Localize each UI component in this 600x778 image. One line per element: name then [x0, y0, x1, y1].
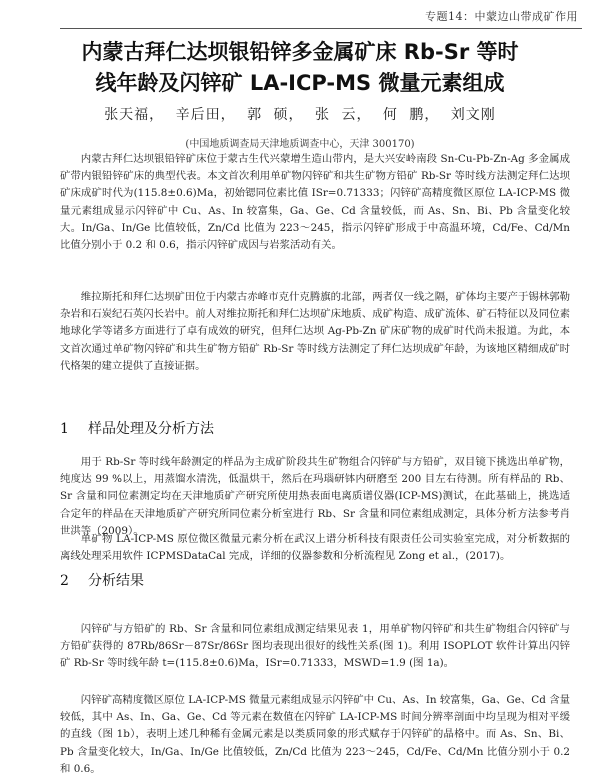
paper-title-line-2: 线年龄及闪锌矿 LA-ICP-MS 微量元素组成: [95, 71, 505, 95]
methods-paragraph-2: 单矿物 LA-ICP-MS 原位微区微量元素分析在武汉上谱分析科技有限责任公司实验室完成，对分析数据的离线处理采用软件 ICPMSDataCal 完成，详细的仪器参数和分析流程见 Zong et al.，(2017)。: [60, 533, 570, 563]
section-title: 分析结果: [88, 573, 144, 589]
paper-title-line-1: 内蒙古拜仁达坝银铅锌多金属矿床 Rb-Sr 等时: [81, 40, 519, 64]
abstract-paragraph: 内蒙古拜仁达坝银铅锌矿床位于蒙古生代兴蒙增生造山带内，是大兴安岭南段 Sn-Cu-Pb-Zn-Ag 多金属成矿带内银铅锌矿床的典型代表。本文首次利用单矿物闪锌矿和共生矿物方铅矿 Rb-Sr 等时线方法测定拜仁达坝矿床成矿时代为(115.8±0.6)Ma，初始锶同位素比值 ISr=0.71333；闪锌矿高精度微区原位 LA-ICP-MS 微量元素组成显示闪锌矿中 Cu、As、In 较富集，Ga、Ge、Cd 含量较低，而 As、Sn、Bi、Pb 含量变化较大。In/Ga、In/Ge 比值较低，Zn/Cd 比值为 223～245，指示闪锌矿形成于中高温环境，Cd/Fe、Cd/Mn 比值分别小于 0.2 和 0.6，指示闪锌矿成因与岩浆活动有关。: [60, 153, 570, 252]
section-title: 样品处理及分析方法: [88, 421, 214, 437]
section-heading-2: [60, 570, 144, 590]
intro-paragraph: 维拉斯托和拜仁达坝矿田位于内蒙古赤峰市克什克腾旗的北部，两者仅一线之隔，矿体均主要产于锡林郭勒杂岩和石炭纪石英闪长岩中。前人对维拉斯托和拜仁达坝矿床地质、成矿构造、成矿流体、矿石特征以及同位素地球化学等诸多方面进行了卓有成效的研究，但拜仁达坝 Ag-Pb-Zn 矿床矿物的成矿时代尚未报道。为此，本文首次通过单矿物闪锌矿和共生矿物方铅矿 Rb-Sr 等时线方法测定了拜仁达坝成矿年龄，为该地区精细成矿时代格架的建立提供了直接证据。: [60, 291, 570, 372]
results-paragraph-1: 闪锌矿与方铅矿的 Rb、Sr 含量和同位素组成测定结果见表 1，用单矿物闪锌矿和共生矿物组合闪锌矿与方铅矿获得的 87Rb/86Sr－87Sr/86Sr 图均表现出很好的线性关系(图 1)。利用 ISOPLOT 软件计算出闪锌矿 Rb-Sr 等时线年龄 t=(115.8±0.6)Ma，ISr=0.71333，MSWD=1.9 (图 1a)。: [60, 623, 570, 670]
methods-paragraph-1: 用于 Rb-Sr 等时线年龄测定的样品为主成矿阶段共生矿物组合闪锌矿与方铅矿，双目镜下挑选出单矿物，纯度达 99 %以上，用蒸馏水清洗，低温烘干，然后在玛瑙研钵内研磨至 200 目左右待测。所有样品的 Rb、Sr 含量和同位素测定均在天津地质矿产研究所使用热表面电离质谱仪器(ICP-MS)测试，在此基础上，挑选适合定年的样品在天津地质矿产研究所同位素分析室进行 Rb、Sr 含量和同位素组成测定，具体分析方法参考肖世洪等（2009）。: [60, 456, 570, 537]
section-number: 2: [60, 573, 69, 589]
section-heading-1: [60, 418, 214, 438]
header-divider: [60, 28, 582, 29]
running-header: 专题14：中蒙边山带成矿作用: [425, 10, 578, 23]
results-paragraph-2: 闪锌矿高精度微区原位 LA-ICP-MS 微量元素组成显示闪锌矿中 Cu、As、In 较富集，Ga、Ge、Cd 含量较低，其中 As、In、Ga、Ge、Cd 等元素在数值在闪锌矿 LA-ICP-MS 时间分辨率剖面中均呈现为相对平缓的直线（图 1b），表明上述几种稀有金属元素是以类质同象的形式赋存于闪锌矿的晶格中。而 As、Sn、Bi、Pb 含量变化较大，In/Ga、In/Ge 比值较低，Zn/Cd 比值为 223～245，Cd/Fe、Cd/Mn 比值分别小于 0.2 和 0.6。: [60, 694, 570, 775]
affiliation: (中国地质调查局天津地质调查中心，天津 300170): [185, 139, 415, 150]
section-number: 1: [60, 421, 69, 437]
author-list: 张天福， 辛后田， 郭 硕， 张 云， 何 鹏， 刘文刚: [104, 107, 496, 123]
